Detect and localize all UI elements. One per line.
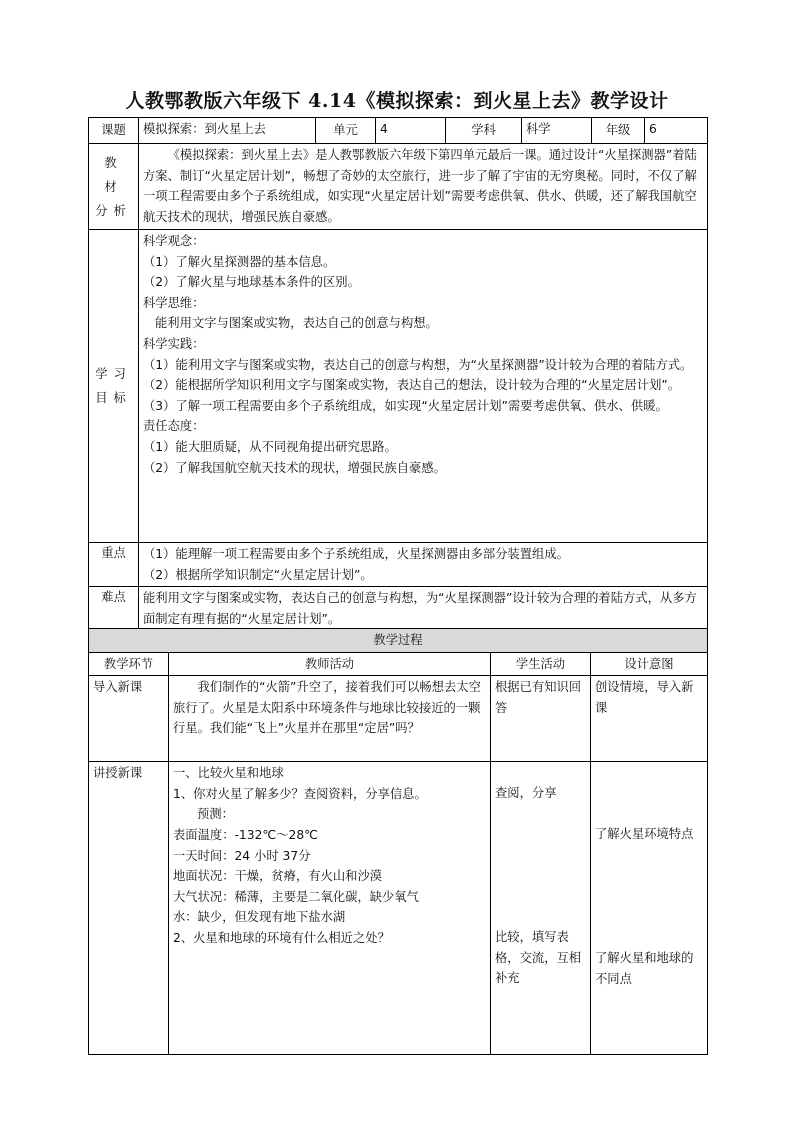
page-title: 人教鄂教版六年级下 4.14《模拟探索：到火星上去》教学设计 xyxy=(125,90,669,112)
intro-student: 根据已有知识回答 xyxy=(491,676,591,762)
topic-label: 课题 xyxy=(89,118,139,144)
goal-line: （2）了解我国航空航天技术的现状，增强民族自豪感。 xyxy=(143,460,446,475)
new-teacher xyxy=(169,762,491,1055)
analysis-text: 《模拟探索：到火星上去》是人教鄂教版六年级下第四单元最后一课。通过设计“火星探测器”着陆方案、制订“火星定居计划”，畅想了奇妙的太空旅行，进一步了解了宇宙的无穷奥秘。同时，不仅了解一项工程需要由多个子系统组成，如实现“火星定居计划”需要考虑供氧、供水、供暖，还了解我国航空航天技术的现状，增强民族自豪感。 xyxy=(139,144,708,230)
col-header-student: 学生活动 xyxy=(491,652,591,676)
intent-2: 了解火星和地球的不同点 xyxy=(595,951,694,986)
goal-line: （1）能大胆质疑，从不同视角提出研究思路。 xyxy=(143,439,397,454)
intro-stage: 导入新课 xyxy=(89,676,169,762)
key-point-line: （1）能理解一项工程需要由多个子系统组成，火星探测器由多部分装置组成。 xyxy=(143,547,569,561)
analysis-label xyxy=(89,144,139,230)
analysis-label-line2: 分析 xyxy=(95,203,132,218)
process-table xyxy=(88,628,708,1055)
teacher-line: 2、火星和地球的环境有什么相近之处？ xyxy=(173,930,390,945)
goal-line: 科学观念： xyxy=(143,234,205,248)
topic-value: 模拟探索：到火星上去 xyxy=(139,118,316,144)
key-points-label: 重点 xyxy=(89,543,139,587)
goal-line: 科学思维： xyxy=(143,295,205,310)
goal-line: 能利用文字与图案或实物，表达自己的创意与构想。 xyxy=(155,316,438,331)
process-header: 教学过程 xyxy=(89,629,708,653)
new-intent xyxy=(591,762,708,1055)
key-points-content xyxy=(139,543,708,587)
new-student xyxy=(491,762,591,1055)
unit-label: 单元 xyxy=(316,118,376,144)
unit-value: 4 xyxy=(376,118,446,144)
goals-label-line2: 目标 xyxy=(95,391,132,405)
goal-line: （2）了解火星与地球基本条件的区别。 xyxy=(143,275,360,290)
teacher-line: 一、比较火星和地球 xyxy=(173,766,284,781)
col-header-teacher: 教师活动 xyxy=(169,652,491,676)
intro-intent: 创设情境，导入新课 xyxy=(591,676,708,762)
teacher-line: 地面状况：干燥，贫瘠，有火山和沙漠 xyxy=(173,869,383,884)
grade-value: 6 xyxy=(645,118,708,144)
goals-content xyxy=(139,230,708,543)
goal-line: （1）了解火星探测器的基本信息。 xyxy=(143,254,336,269)
difficulties-label: 难点 xyxy=(89,587,139,631)
teacher-line: 表面温度：-132℃～28℃ xyxy=(173,827,318,842)
intent-1: 了解火星环境特点 xyxy=(595,827,694,842)
goals-label-line1: 学习 xyxy=(95,367,132,381)
goal-line: 科学实践： xyxy=(143,336,205,351)
intro-teacher: 我们制作的“火箭”升空了，接着我们可以畅想去太空旅行了。火星是太阳系中环境条件与地球比较接近的一颗行星。我们能“飞上”火星并在那里“定居”吗？ xyxy=(169,676,491,762)
col-header-stage: 教学环节 xyxy=(89,652,169,676)
teacher-line: 预测： xyxy=(197,807,234,822)
col-header-intent: 设计意图 xyxy=(591,652,708,676)
difficulties-text: 能利用文字与图案或实物，表达自己的创意与构想，为“火星探测器”设计较为合理的着陆方式，从多方面制定有理有据的“火星定居计划”。 xyxy=(139,587,708,631)
teacher-line: 1、你对火星了解多少？查阅资料，分享信息。 xyxy=(173,786,427,801)
goal-line: （3）了解一项工程需要由多个子系统组成，如实现“火星定居计划”需要考虑供氧、供水、供暖。 xyxy=(143,398,668,413)
grade-label: 年级 xyxy=(592,118,645,144)
student-activity-2: 比较，填写表格，交流，互相补充 xyxy=(495,930,582,986)
goal-line: （1）能利用文字与图案或实物，表达自己的创意与构想，为“火星探测器”设计较为合理的着陆方式。 xyxy=(143,357,693,372)
key-point-line: （2）根据所学知识制定“火星定居计划”。 xyxy=(143,567,373,582)
teacher-line: 水：缺少，但发现有地下盐水湖 xyxy=(173,910,346,925)
student-activity-1: 查阅，分享 xyxy=(495,786,557,801)
info-table xyxy=(88,117,708,631)
teacher-line: 一天时间：24 小时 37分 xyxy=(173,848,311,863)
goal-line: （2）能根据所学知识利用文字与图案或实物，表达自己的想法，设计较为合理的“火星定居计划”。 xyxy=(143,378,681,393)
teacher-line: 大气状况：稀薄，主要是二氧化碳，缺少氧气 xyxy=(173,889,419,904)
analysis-label-line1: 教 材 xyxy=(104,155,123,194)
subject-label: 学科 xyxy=(446,118,522,144)
goals-label xyxy=(89,230,139,543)
subject-value: 科学 xyxy=(522,118,592,144)
goal-line: 责任态度： xyxy=(143,419,205,434)
new-stage: 讲授新课 xyxy=(89,762,169,1055)
